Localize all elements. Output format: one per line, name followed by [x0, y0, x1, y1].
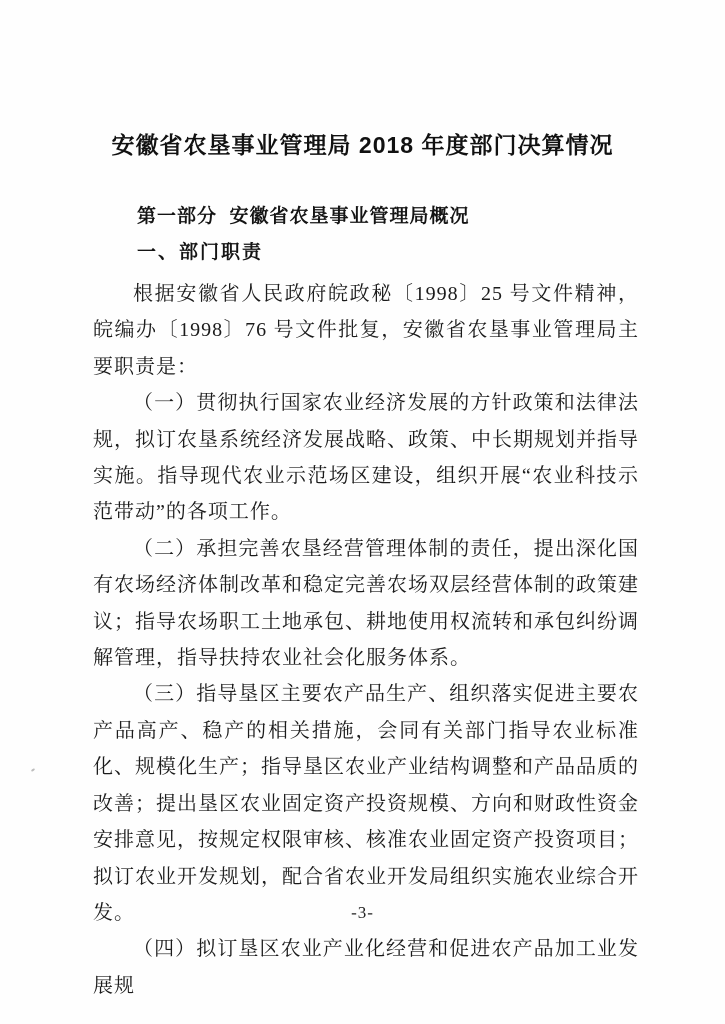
- document-title: 安徽省农垦事业管理局 2018 年度部门决算情况: [111, 132, 614, 158]
- paragraph: （一）贯彻执行国家农业经济发展的方针政策和法律法规，拟订农垦系统经济发展战略、政策、中长期规划并指导实施。指导现代农业示范场区建设，组织开展“农业科技示范带动”的各项工作。: [93, 392, 639, 524]
- paragraph: （三）指导垦区主要农产品生产、组织落实促进主要农产品高产、稳产的相关措施，会同有关部门指导农业标准化、规模化生产；指导垦区农业产业结构调整和产品品质的改善；提出垦区农业固定资产投资规模、方向和财政性资金安排意见，按规定权限审核、核准农业固定资产投资项目；拟订农业开发规划，配合省农业开发局组织实施农业综合开发。: [93, 683, 639, 924]
- paragraph: （二）承担完善农垦经营管理体制的责任，提出深化国有农场经济体制改革和稳定完善农场双层经营体制的政策建议；指导农场职工土地承包、耕地使用权流转和承包纠纷调解管理，指导扶持农业社会化服务体系。: [93, 537, 639, 670]
- paragraph: 根据安徽省人民政府皖政秘〔1998〕25 号文件精神，皖编办〔1998〕76 号文件批复，安徽省农垦事业管理局主要职责是：: [93, 283, 639, 378]
- page-number: -3-: [351, 903, 374, 922]
- paragraph: （四）拟订垦区农业产业化经营和促进农产品加工业发展规: [93, 938, 639, 997]
- scan-artifact: [31, 768, 35, 772]
- document-body: [93, 276, 639, 1004]
- sub-heading: 一、部门职责: [137, 242, 264, 263]
- section-heading: 第一部分 安徽省农垦事业管理局概况: [137, 206, 470, 227]
